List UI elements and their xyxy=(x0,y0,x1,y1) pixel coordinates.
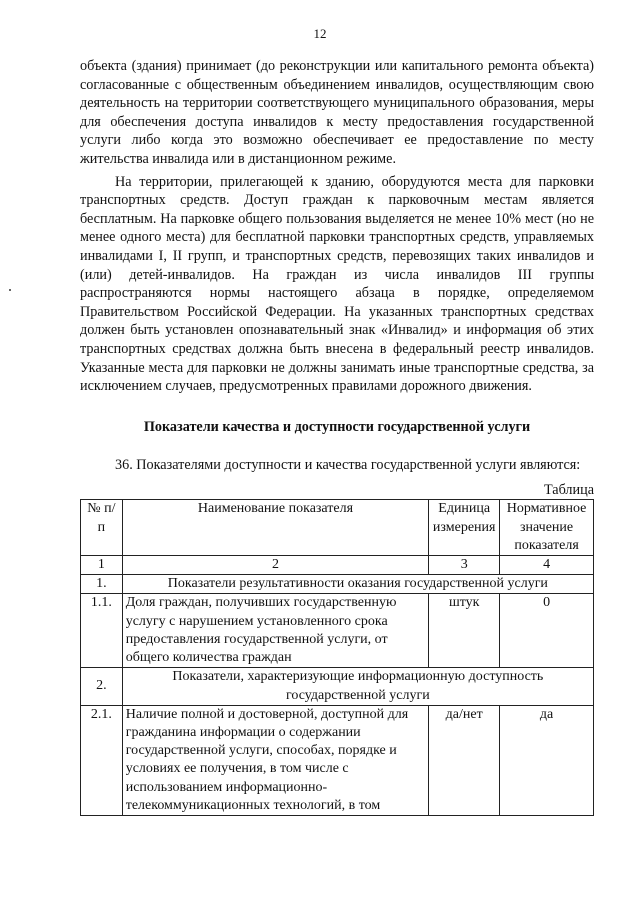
group-title: Показатели, характеризующие информационную доступность государственной услуги xyxy=(122,668,593,705)
row-number: 2.1. xyxy=(81,705,123,815)
paragraph-accessibility-measures: объекта (здания) принимает (до реконструкции или капитального ремонта объекта) согласованные с общественным объединением инвалидов, осуществляющим свою деятельность на территории соответствующего муниципального образования, меры для обеспечения доступа инвалидов к месту предоставления государственной услуги либо когда это возможно обеспечивает ее предоставление по месту жительства инвалида или в дистанционном режиме. xyxy=(80,58,594,167)
column-number: 3 xyxy=(429,556,500,575)
header-name: Наименование показателя xyxy=(122,500,429,556)
table-row xyxy=(81,594,594,668)
document-body xyxy=(80,57,594,816)
column-number: 4 xyxy=(500,556,594,575)
table-header-row xyxy=(81,500,594,556)
paragraph-parking: На территории, прилегающей к зданию, оборудуются места для парковки транспортных средств. Доступ граждан к парковочным местам является бесплатным. На парковке общего пользования выделяется не менее 10% мест (но не менее одного места) для бесплатной парковки транспортных средств, управляемых инвалидами I, II групп, и транспортных средств, перевозящих таких инвалидов и (или) детей-инвалидов. На граждан из числа инвалидов III группы распространяются нормы настоящего абзаца в порядке, определяемом Правительством Российской Федерации. На указанных транспортных средствах должен быть установлен опознавательный знак «Инвалид» и информация об этих транспортных средствах должна быть внесена в федеральный реестр инвалидов. Указанные места для парковки не должны занимать иные транспортные средства, за исключением случаев, предусмотренных правилами дорожного движения. xyxy=(80,173,594,395)
row-value: да xyxy=(500,705,594,815)
row-indicator-name: Доля граждан, получивших государственную услугу с нарушением установленного срока предоставления государственной услуги, от общего количества граждан xyxy=(122,594,429,668)
row-number: 1.1. xyxy=(81,594,123,668)
row-unit: штук xyxy=(429,594,500,668)
table-row xyxy=(81,705,594,815)
section-intro: 36. Показателями доступности и качества государственной услуги являются: xyxy=(115,457,581,474)
group-title: Показатели результативности оказания государственной услуги xyxy=(122,575,593,594)
row-indicator-name: Наличие полной и достоверной, доступной для гражданина информации о содержании государственной услуги, способах, порядке и условиях ее получения, в том числе с использованием информационно-телекоммуникационных технологий, в том xyxy=(122,705,429,815)
column-number-row xyxy=(81,556,594,575)
header-unit: Единица измерения xyxy=(429,500,500,556)
header-value: Нормативное значение показателя xyxy=(500,500,594,556)
row-value: 0 xyxy=(500,594,594,668)
group-row xyxy=(81,575,594,594)
table-caption: Таблица xyxy=(543,481,594,498)
scan-speck xyxy=(9,289,11,291)
group-number: 2. xyxy=(81,668,123,705)
group-row xyxy=(81,668,594,705)
page-number: 12 xyxy=(313,26,327,41)
column-number: 1 xyxy=(81,556,123,575)
section-heading: Показатели качества и доступности государственной услуги xyxy=(143,418,531,435)
group-number: 1. xyxy=(81,575,123,594)
indicators-table xyxy=(80,499,594,815)
column-number: 2 xyxy=(122,556,429,575)
header-num: № п/п xyxy=(81,500,123,556)
row-unit: да/нет xyxy=(429,705,500,815)
